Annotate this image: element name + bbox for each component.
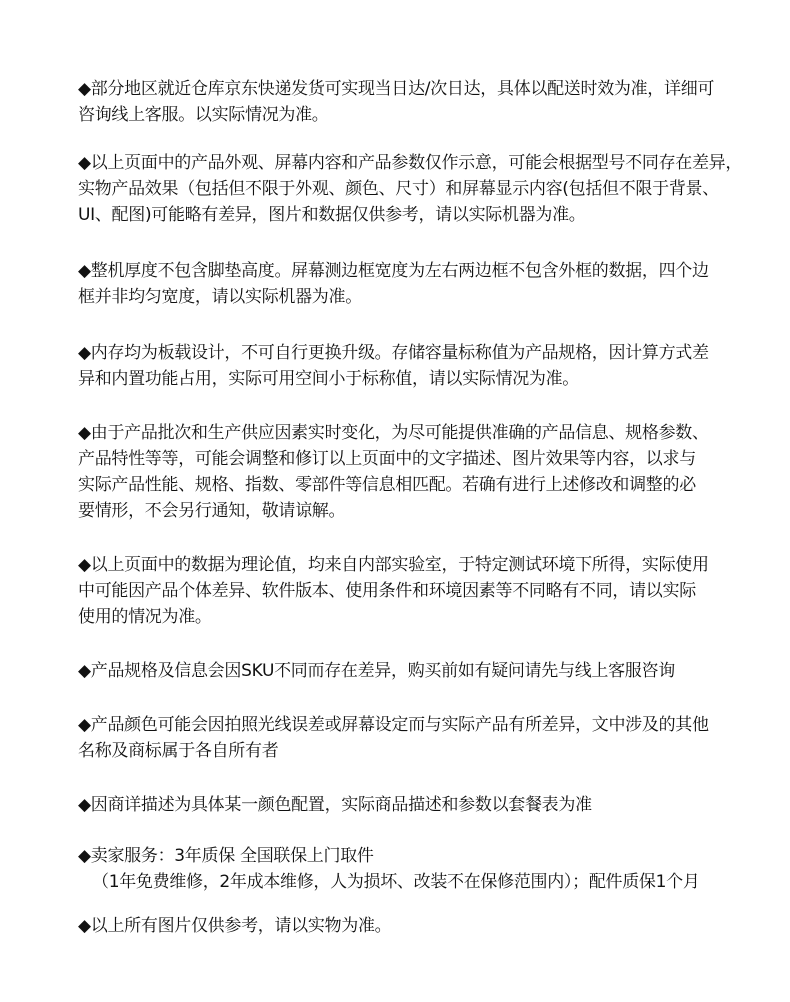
notice-paragraph-sku — [78, 658, 750, 684]
notice-paragraph-thickness — [78, 258, 750, 310]
text-line: UI、配图)可能略有差异，图片和数据仅供参考，请以实际机器为准。 — [78, 205, 586, 225]
text-line: ◆整机厚度不包含脚垫高度。屏幕测边框宽度为左右两边框不包含外框的数据，四个边 — [78, 261, 709, 281]
text-line: ◆产品颜色可能会因拍照光线误差或屏幕设定而与实际产品有所差异，文中涉及的其他 — [78, 715, 709, 735]
text-line: ◆因商详描述为具体某一颜色配置，实际商品描述和参数以套餐表为准 — [78, 795, 592, 815]
text-line: ◆由于产品批次和生产供应因素实时变化，为尽可能提供准确的产品信息、规格参数、 — [78, 423, 709, 443]
text-line: 实际产品性能、规格、指数、零部件等信息相匹配。若确有进行上述修改和调整的必 — [78, 475, 696, 495]
text-line: 产品特性等等，可能会调整和修订以上页面中的文字描述、图片效果等内容，以求与 — [78, 449, 696, 469]
notice-paragraph-memory — [78, 340, 750, 392]
text-line: ◆以上页面中的数据为理论值，均来自内部实验室，于特定测试环境下所得，实际使用 — [78, 555, 709, 575]
notice-paragraph-seller-service — [78, 843, 750, 895]
notice-paragraph-batch — [78, 420, 750, 524]
text-line: ◆卖家服务：3年质保 全国联保上门取件 — [78, 846, 374, 866]
text-line: 使用的情况为准。 — [78, 607, 212, 627]
notice-paragraph-images — [78, 913, 750, 939]
notice-paragraph-delivery — [78, 76, 750, 128]
notice-paragraph-theoretical-data — [78, 552, 750, 630]
notice-paragraph-configuration — [78, 792, 750, 818]
text-line: ◆产品规格及信息会因SKU不同而存在差异，购买前如有疑问请先与线上客服咨询 — [78, 661, 675, 681]
text-line: ◆内存均为板载设计，不可自行更换升级。存储容量标称值为产品规格，因计算方式差 — [78, 343, 709, 363]
text-line: 要情形，不会另行通知，敬请谅解。 — [78, 501, 346, 521]
text-line: ◆部分地区就近仓库京东快递发货可实现当日达/次日达，具体以配送时效为准，详细可 — [78, 79, 715, 99]
text-line: ◆以上所有图片仅供参考，请以实物为准。 — [78, 916, 392, 936]
text-line: 咨询线上客服。以实际情况为准。 — [78, 105, 329, 125]
notice-paragraph-appearance — [78, 150, 750, 228]
text-line: ◆以上页面中的产品外观、屏幕内容和产品参数仅作示意，可能会根据型号不同存在差异， — [78, 153, 743, 173]
text-line: 中可能因产品个体差异、软件版本、使用条件和环境因素等不同略有不同，请以实际 — [78, 581, 696, 601]
text-line: 名称及商标属于各自所有者 — [78, 741, 279, 761]
text-line: 异和内置功能占用，实际可用空间小于标称值，请以实际情况为准。 — [78, 369, 579, 389]
text-line: （1年免费维修，2年成本维修，人为损坏、改装不在保修范围内）；配件质保1个月 — [92, 872, 700, 892]
text-line: 框并非均匀宽度，请以实际机器为准。 — [78, 287, 362, 307]
notice-paragraph-color — [78, 712, 750, 764]
text-line: 实物产品效果（包括但不限于外观、颜色、尺寸）和屏幕显示内容(包括但不限于背景、 — [78, 179, 719, 199]
